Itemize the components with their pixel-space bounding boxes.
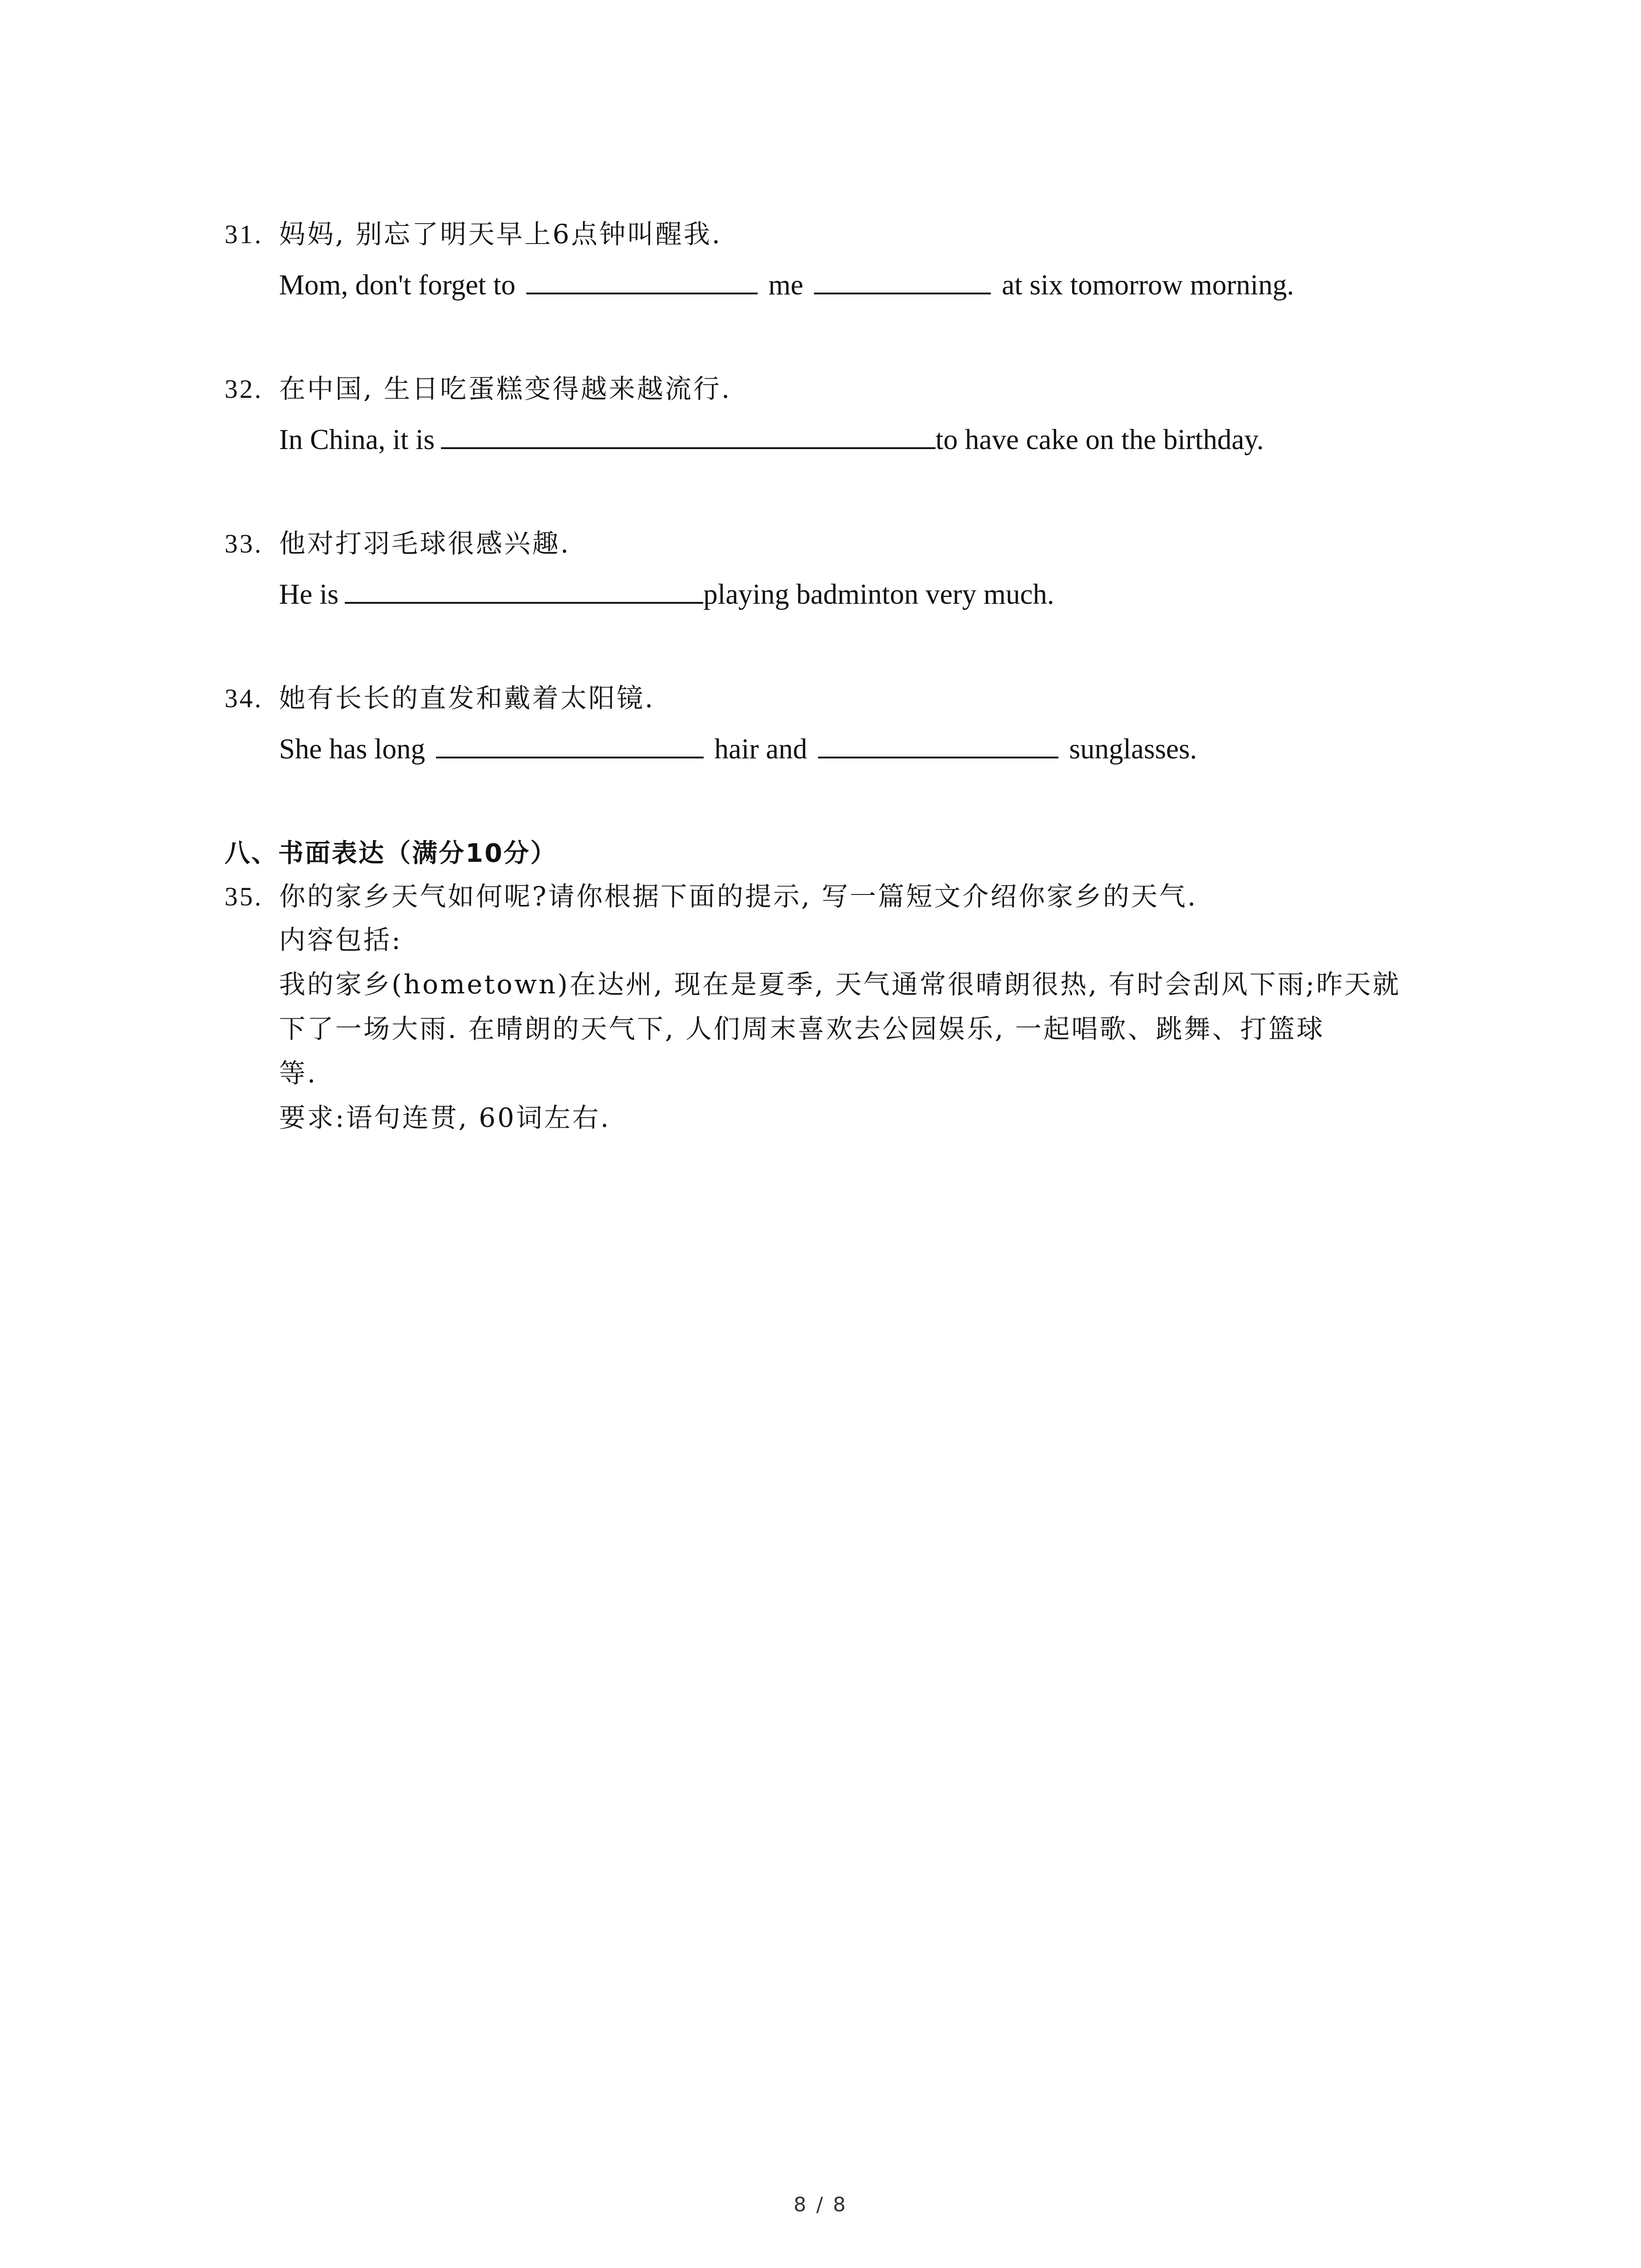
question-prompt-cn xyxy=(225,213,1450,255)
sentence-part: sunglasses. xyxy=(1069,733,1197,765)
page-number: 8 / 8 xyxy=(794,2193,847,2216)
answer-blank[interactable] xyxy=(345,576,703,604)
page-content xyxy=(225,213,1450,1140)
question-33 xyxy=(225,523,1450,624)
sentence-part: playing badminton very much. xyxy=(703,578,1054,610)
question-prompt-cn xyxy=(225,875,1450,918)
question-sentence-en xyxy=(225,565,1450,624)
question-text-cn: 她有长长的直发和戴着太阳镜. xyxy=(279,683,655,714)
question-number: 31. xyxy=(225,220,263,249)
question-sentence-en xyxy=(225,410,1450,469)
sentence-part: hair and xyxy=(714,733,808,765)
question-number: 32. xyxy=(225,374,263,404)
question-35 xyxy=(225,875,1450,1140)
instruction-line: 内容包括: xyxy=(279,924,402,955)
instruction-line: 等. xyxy=(279,1058,318,1089)
question-prompt-cn xyxy=(225,368,1450,410)
question-text-cn: 在中国, 生日吃蛋糕变得越来越流行. xyxy=(279,373,732,404)
question-prompt-cn xyxy=(225,677,1450,719)
sentence-part: She has long xyxy=(279,733,425,765)
question-number: 34. xyxy=(225,684,263,713)
question-text-cn: 他对打羽毛球很感兴趣. xyxy=(279,528,571,559)
question-prompt-cn xyxy=(225,523,1450,565)
question-32 xyxy=(225,368,1450,469)
instruction-line: 我的家乡(hometown)在达州, 现在是夏季, 天气通常很晴朗很热, 有时会刮风下雨;昨天就 xyxy=(279,969,1401,1000)
answer-blank[interactable] xyxy=(441,421,936,449)
question-number: 33. xyxy=(225,529,263,558)
answer-blank[interactable] xyxy=(526,266,758,294)
answer-blank[interactable] xyxy=(436,730,704,758)
essay-instructions xyxy=(225,918,1450,1140)
sentence-part: In China, it is xyxy=(279,424,435,455)
instruction-line: 要求:语句连贯, 60词左右. xyxy=(279,1102,611,1133)
question-text-cn: 你的家乡天气如何呢?请你根据下面的提示, 写一篇短文介绍你家乡的天气. xyxy=(279,881,1198,912)
sentence-part: to have cake on the birthday. xyxy=(936,424,1264,455)
answer-blank[interactable] xyxy=(814,266,991,294)
question-number: 35. xyxy=(225,882,263,911)
sentence-part: at six tomorrow morning. xyxy=(1002,269,1294,301)
sentence-part: me xyxy=(768,269,803,301)
question-31 xyxy=(225,213,1450,314)
sentence-part: Mom, don't forget to xyxy=(279,269,516,301)
sentence-part: He is xyxy=(279,578,339,610)
question-sentence-en xyxy=(225,255,1450,314)
instruction-line: 下了一场大雨. 在晴朗的天气下, 人们周末喜欢去公园娱乐, 一起唱歌、跳舞、打篮球 xyxy=(279,1013,1325,1044)
question-34 xyxy=(225,677,1450,778)
section-heading: 八、书面表达（满分10分） xyxy=(225,839,557,868)
answer-blank[interactable] xyxy=(818,730,1058,758)
question-sentence-en xyxy=(225,719,1450,778)
question-text-cn: 妈妈, 别忘了明天早上6点钟叫醒我. xyxy=(279,219,722,249)
